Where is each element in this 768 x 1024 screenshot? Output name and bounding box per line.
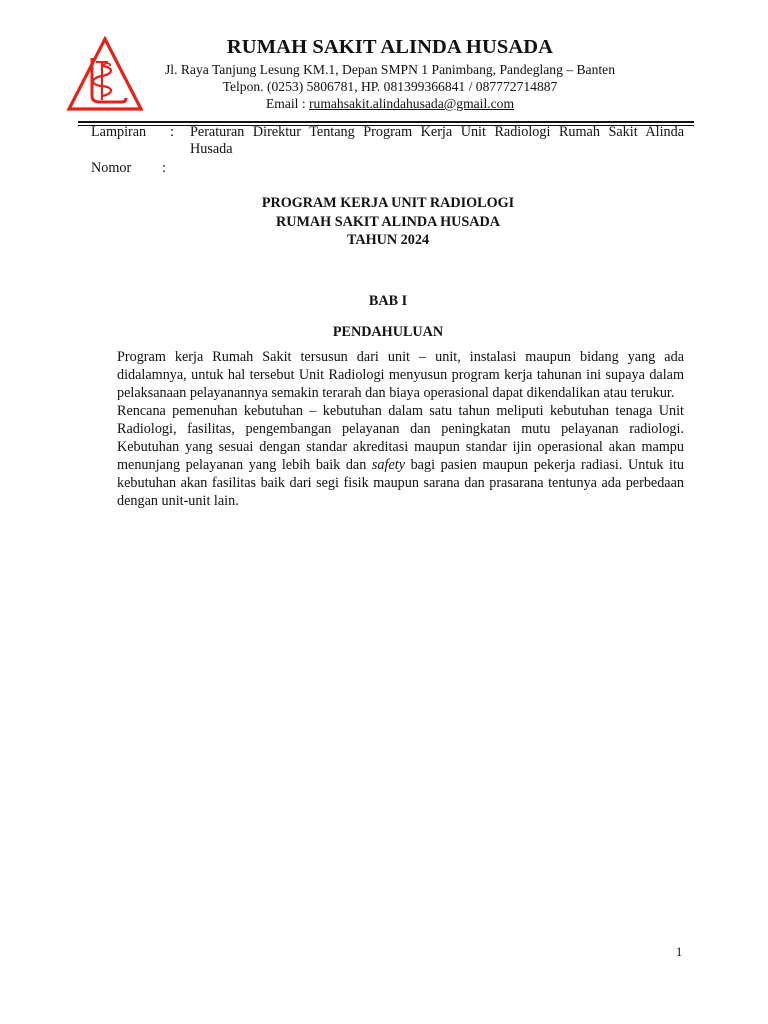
document-title-line3: TAHUN 2024 (346, 232, 430, 248)
body-text (117, 348, 684, 510)
hospital-phone: Telpon. (0253) 5806781, HP. 081399366841 / 087772714887 (222, 79, 558, 94)
email-link[interactable]: rumahsakit.alindahusada@gmail.com (309, 96, 515, 111)
chapter-number: BAB I (368, 293, 408, 309)
paragraph-2 (117, 402, 684, 510)
document-title-line2: RUMAH SAKIT ALINDA HUSADA (275, 214, 500, 230)
hospital-name: RUMAH SAKIT ALINDA HUSADA (226, 36, 554, 58)
hospital-address: Jl. Raya Tanjung Lesung KM.1, Depan SMPN 1 Panimbang, Pandeglang – Banten (165, 62, 615, 77)
paragraph-2-italic: safety (371, 457, 405, 473)
paragraph-2-text-a: Rencana pemenuhan kebutuhan – kebutuhan dalam satu tahun meliputi kebutuhan tenaga Unit Radiologi, fasilitas, pengembangan pelayanan dan peningkatan mutu pelayanan radiologi. Kebutuhan yang sesuai dengan standar akreditasi maupun standar ijin operasional akan mampu menunjang pelayanan yang lebih baik dan (117, 403, 684, 473)
email-label: Email : (265, 96, 309, 111)
hospital-logo-icon (66, 36, 144, 112)
page-number: 1 (676, 945, 683, 959)
lampiran-label: Lampiran (91, 124, 147, 140)
nomor-label: Nomor (91, 160, 132, 176)
lampiran-value (190, 124, 684, 158)
lampiran-value-line2: Husada (190, 141, 233, 157)
nomor-colon: : (162, 160, 166, 176)
header-divider-thick (78, 121, 694, 123)
lampiran-colon: : (170, 124, 174, 140)
hospital-email-line (150, 95, 630, 112)
document-title-line1: PROGRAM KERJA UNIT RADIOLOGI (261, 195, 515, 211)
lampiran-value-line1: Peraturan Direktur Tentang Program Kerja Unit Radiologi Rumah Sakit Alinda (190, 124, 684, 140)
paragraph-1: Program kerja Rumah Sakit tersusun dari unit – unit, instalasi maupun bidang yang ada didalamnya, untuk hal tersebut Unit Radiologi menyusun program kerja tahunan ini supaya dalam pelaksanaan pelayanannya semakin terarah dan biaya operasional dapat dikendalikan atau terukur. (117, 349, 684, 401)
paragraph-2-text-b: bagi pasien maupun pekerja radiasi. Untuk itu kebutuhan akan fasilitas baik dari segi fisik maupun sarana dan prasarana tentunya ada perbedaan dengan unit-unit lain. (117, 457, 685, 509)
chapter-title: PENDAHULUAN (332, 324, 444, 340)
